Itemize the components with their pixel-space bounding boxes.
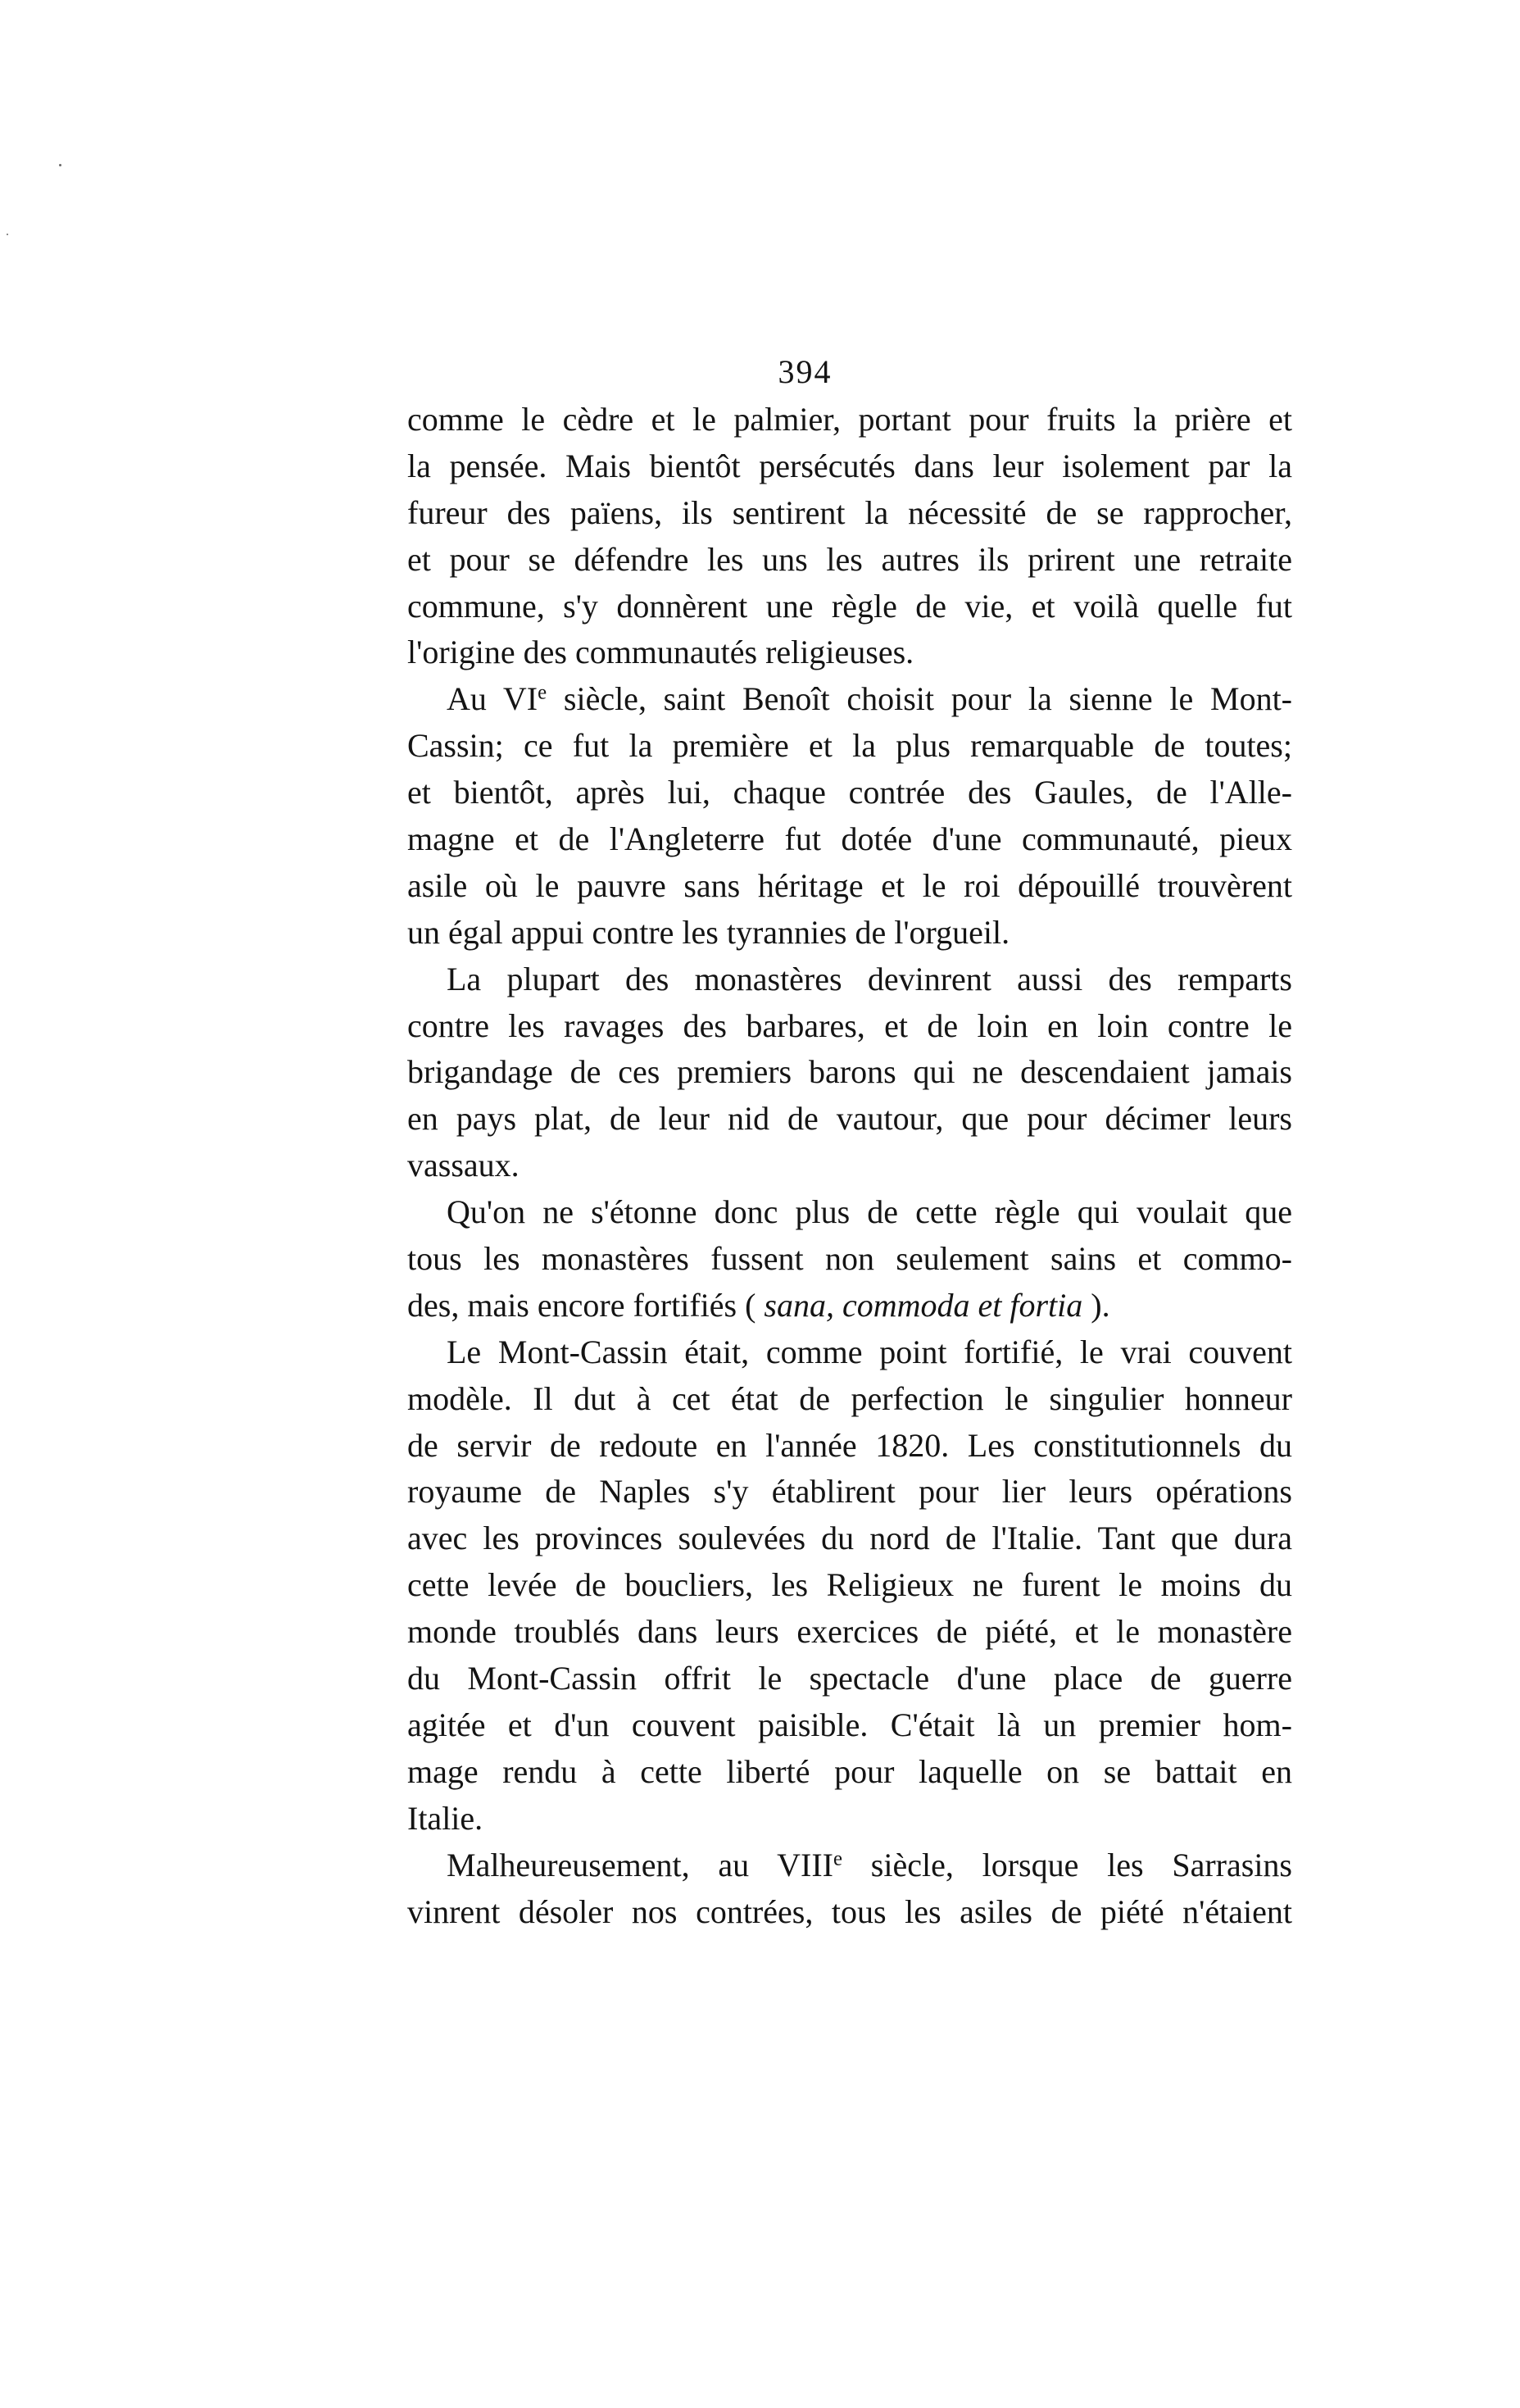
text-line: de servir de redoute en l'année 1820. Les constitutionnels du (407, 1426, 1292, 1464)
paragraph-4 (407, 1189, 1292, 1329)
text-line: tous les monastères fussent non seulement sains et commo- (407, 1240, 1292, 1278)
text-line: Cassin; ce fut la première et la plus remarquable de toutes; (407, 727, 1292, 765)
paragraph-2 (407, 676, 1292, 956)
text-line: comme le cèdre et le palmier, portant pour fruits la prière et (407, 401, 1292, 438)
text-run: siècle, lorsque les Sarrasins (842, 1846, 1292, 1883)
paragraph-5 (407, 1329, 1292, 1842)
text-line: monde troublés dans leurs exercices de piété, et le monastère (407, 1613, 1292, 1651)
text-line: vinrent désoler nos contrées, tous les asiles de piété n'étaient (407, 1892, 1292, 1930)
text-line: Italie. (407, 1799, 483, 1837)
text-line: l'origine des communautés religieuses. (407, 634, 914, 671)
text-line: contre les ravages des barbares, et de loin en loin contre le (407, 1006, 1292, 1044)
scan-speck (59, 164, 61, 166)
text-line: magne et de l'Angleterre fut dotée d'une communauté, pieux (407, 820, 1292, 858)
text-run: Au VI (447, 680, 538, 718)
superscript: e (538, 681, 547, 704)
paragraph-3 (407, 956, 1292, 1189)
text-line: vassaux. (407, 1147, 520, 1184)
text-line: cette levée de boucliers, les Religieux ne furent le moins du (407, 1566, 1292, 1604)
text-line (407, 1842, 1292, 1889)
text-line: modèle. Il dut à cet état de perfection le singulier honneur (407, 1379, 1292, 1417)
text-line: fureur des païens, ils sentirent la nécessité de se rapprocher, (407, 493, 1292, 531)
text-run: ). (1082, 1286, 1110, 1324)
text-run: siècle, saint Benoît choisit pour la sienne le Mont- (547, 680, 1292, 718)
text-line: un égal appui contre les tyrannies de l'orgueil. (407, 913, 1010, 951)
text-line: brigandage de ces premiers barons qui ne descendaient jamais (407, 1053, 1292, 1091)
text-line: avec les provinces soulevées du nord de l'Italie. Tant que dura (407, 1520, 1292, 1557)
text-line: mage rendu à cette liberté pour laquelle on se battait en (407, 1752, 1292, 1790)
text-line: Le Mont-Cassin était, comme point fortifié, le vrai couvent (447, 1333, 1292, 1370)
text-run: des, mais encore fortifiés ( (407, 1286, 765, 1324)
text-line: commune, s'y donnèrent une règle de vie, et voilà quelle fut (407, 587, 1292, 625)
text-run: Malheureusement, au VIII (447, 1846, 833, 1883)
text-line: royaume de Naples s'y établirent pour lier leurs opérations (407, 1473, 1292, 1511)
text-line: en pays plat, de leur nid de vautour, que pour décimer leurs (407, 1100, 1292, 1138)
text-line: et bientôt, après lui, chaque contrée des Gaules, de l'Alle- (407, 774, 1292, 811)
text-line (407, 676, 1292, 723)
superscript: e (833, 1847, 843, 1870)
text-line: asile où le pauvre sans héritage et le roi dépouillé trouvèrent (407, 866, 1292, 904)
text-line: du Mont-Cassin offrit le spectacle d'une place de guerre (407, 1660, 1292, 1697)
text-line: agitée et d'un couvent paisible. C'était là un premier hom- (407, 1706, 1292, 1743)
body-text (407, 397, 1292, 1935)
paragraph-6 (407, 1842, 1292, 1936)
paragraph-1 (407, 397, 1292, 676)
scan-speck (7, 234, 8, 235)
text-line: Qu'on ne s'étonne donc plus de cette règle qui voulait que (447, 1193, 1292, 1231)
text-line: La plupart des monastères devinrent aussi des remparts (447, 960, 1292, 997)
text-line (407, 1283, 1292, 1329)
latin-quote: sana, commoda et fortia (764, 1286, 1083, 1324)
text-line: et pour se défendre les uns les autres ils prirent une retraite (407, 540, 1292, 578)
page-number: 394 (778, 353, 833, 390)
text-line: la pensée. Mais bientôt persécutés dans leur isolement par la (407, 447, 1292, 484)
